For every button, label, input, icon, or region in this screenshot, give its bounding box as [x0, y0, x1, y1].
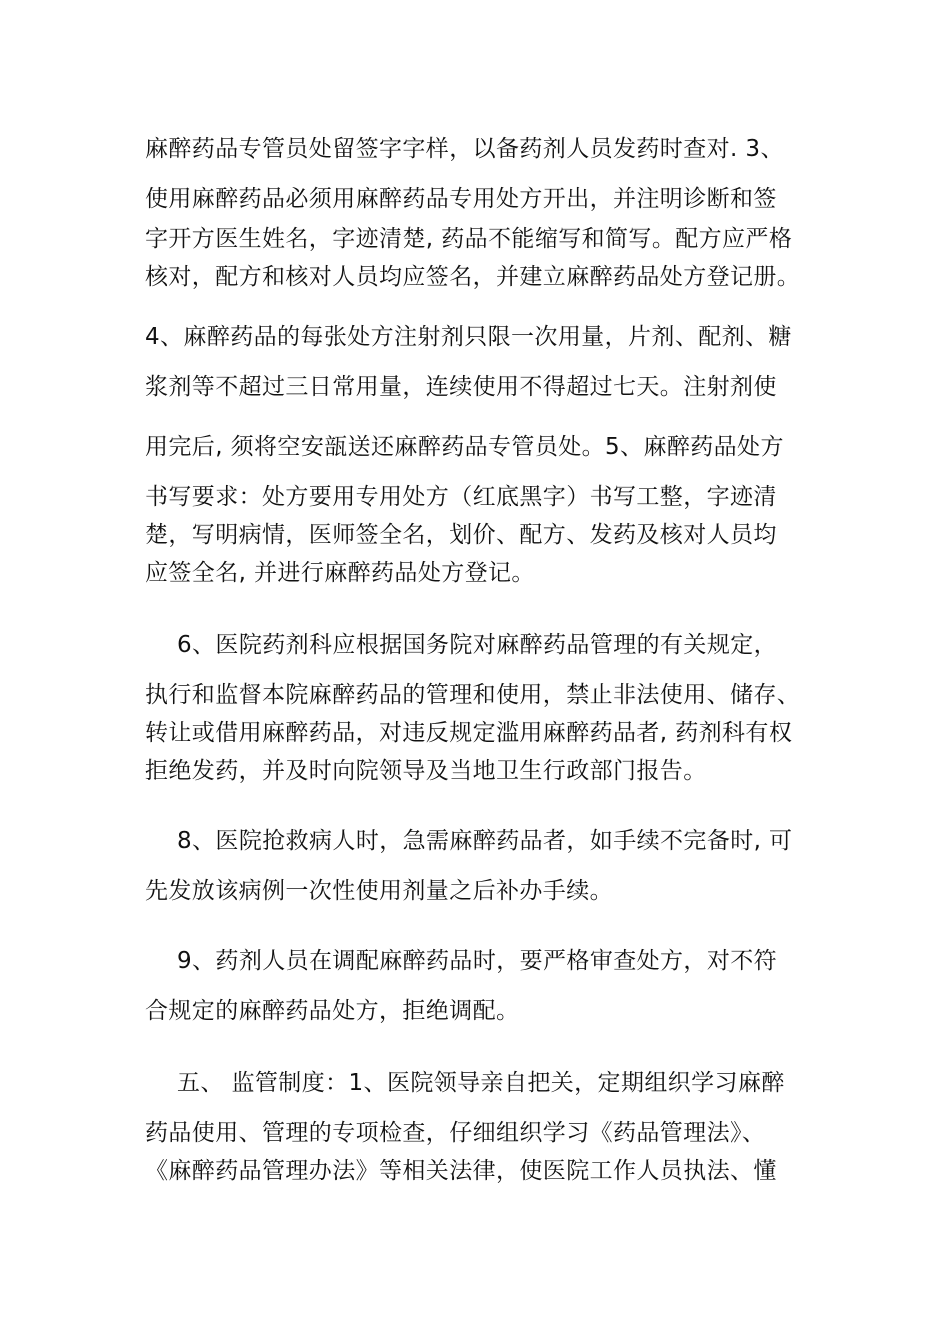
- text-line: 6、医院药剂科应根据国务院对麻醉药品管理的有关规定，: [177, 632, 778, 658]
- text-line: 先发放该病例一次性使用剂量之后补办手续。: [145, 878, 613, 904]
- text-line: 药品使用、管理的专项检查，仔细组织学习《药品管理法》、: [145, 1120, 766, 1146]
- text-line: 执行和监督本院麻醉药品的管理和使用，禁止非法使用、储存、: [145, 682, 801, 708]
- text-line: 8、医院抢救病人时，急需麻醉药品者，如手续不完备时, 可: [177, 828, 793, 854]
- text-line: 应签全名, 并进行麻醉药品处方登记。: [145, 560, 535, 586]
- text-line: 转让或借用麻醉药品，对违反规定滥用麻醉药品者, 药剂科有权: [145, 720, 793, 746]
- text-line: 核对，配方和核对人员均应签名，并建立麻醉药品处方登记册。: [145, 264, 801, 290]
- text-line: 拒绝发药，并及时向院领导及当地卫生行政部门报告。: [145, 758, 707, 784]
- text-line: 楚，写明病情，医师签全名，划价、配方、发药及核对人员均: [145, 522, 777, 548]
- text-line: 《麻醉药品管理办法》等相关法律，使医院工作人员执法、懂: [145, 1158, 777, 1184]
- text-line: 使用麻醉药品必须用麻醉药品专用处方开出，并注明诊断和签: [145, 186, 777, 212]
- text-line: 书写要求：处方要用专用处方（红底黑字）书写工整，字迹清: [145, 484, 777, 510]
- text-line: 麻醉药品专管员处留签字字样，以备药剂人员发药时查对. 3、: [145, 136, 784, 162]
- text-line: 9、药剂人员在调配麻醉药品时，要严格审查处方，对不符: [177, 948, 778, 974]
- text-line: 浆剂等不超过三日常用量，连续使用不得超过七天。注射剂使: [145, 374, 777, 400]
- text-line: 合规定的麻醉药品处方，拒绝调配。: [145, 998, 520, 1024]
- text-line: 用完后, 须将空安瓿送还麻醉药品专管员处。5、麻醉药品处方: [145, 434, 784, 460]
- text-line: 五、 监管制度：1、医院领导亲自把关，定期组织学习麻醉: [177, 1070, 785, 1096]
- text-line: 4、麻醉药品的每张处方注射剂只限一次用量，片剂、配剂、糖: [145, 324, 792, 350]
- text-line: 字开方医生姓名，字迹清楚, 药品不能缩写和简写。配方应严格: [145, 226, 793, 252]
